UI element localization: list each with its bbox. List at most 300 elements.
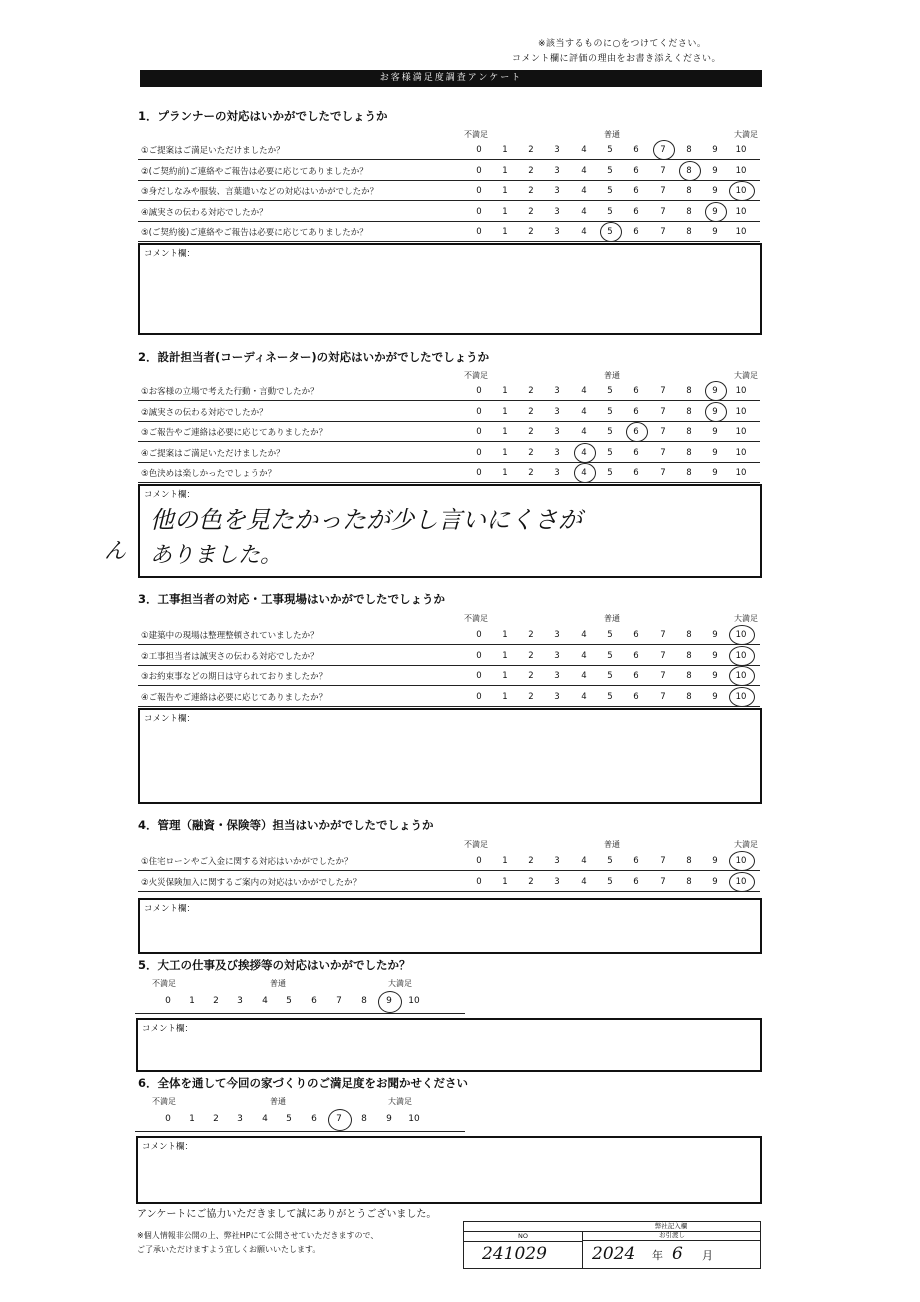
- scale-option-9[interactable]: 9: [712, 165, 718, 176]
- scale-option-3[interactable]: 3: [554, 468, 560, 478]
- question-row: [138, 180, 760, 201]
- answer-circle: [574, 443, 596, 463]
- scale-option-10[interactable]: 10: [735, 406, 747, 417]
- scale-option-7[interactable]: 7: [336, 996, 342, 1006]
- handover-column-header: お引渡し: [582, 1231, 761, 1241]
- section-3-scale-label-high: 大満足: [734, 614, 758, 623]
- scale-option-2[interactable]: 2: [528, 856, 534, 866]
- scale-option-6[interactable]: 6: [633, 145, 639, 155]
- answer-circle: [729, 181, 755, 201]
- scale-option-6[interactable]: 6: [633, 206, 639, 217]
- scale-option-8[interactable]: 8: [686, 856, 692, 866]
- section-6-comment-box[interactable]: [136, 1136, 762, 1204]
- answer-circle: [729, 646, 755, 666]
- scale-option-3[interactable]: 3: [554, 145, 560, 155]
- scale-option-1[interactable]: 1: [502, 630, 508, 640]
- scale-option-6[interactable]: 6: [633, 671, 639, 681]
- scale-option-4[interactable]: 4: [581, 650, 587, 661]
- scale-option-1[interactable]: 1: [502, 468, 508, 478]
- comment-label: コメント欄：: [142, 1142, 194, 1152]
- question-text: ④ご提案はご満足いただけましたか？: [141, 448, 285, 459]
- scale-option-9[interactable]: 9: [712, 447, 718, 458]
- section-3-scale-label-mid: 普通: [604, 614, 620, 623]
- scale-option-1[interactable]: 1: [502, 427, 508, 437]
- question-row: [138, 421, 760, 442]
- question-text: ②誠実さの伝わる対応でしたか？: [141, 407, 268, 418]
- scale-option-1[interactable]: 1: [189, 1114, 195, 1124]
- question-text: ③ご報告やご連絡は必要に応じてありましたか？: [141, 428, 328, 438]
- handwritten-comment-line-2: ありました。: [150, 543, 283, 568]
- scale-option-3[interactable]: 3: [554, 406, 560, 417]
- section-2-scale-label-mid: 普通: [604, 371, 620, 380]
- answer-circle: [705, 381, 727, 401]
- scale-option-2[interactable]: 2: [528, 630, 534, 640]
- scale-option-5[interactable]: 5: [607, 145, 613, 155]
- scale-option-6[interactable]: 6: [633, 650, 639, 661]
- answer-circle: [729, 851, 755, 871]
- scale-option-2[interactable]: 2: [528, 206, 534, 217]
- section-4-scale-label-high: 大満足: [734, 840, 758, 849]
- scale-option-6[interactable]: 6: [633, 427, 639, 437]
- scale-option-9[interactable]: 9: [712, 671, 718, 681]
- scale-option-6[interactable]: 6: [633, 876, 639, 887]
- scale-option-6[interactable]: 6: [311, 1114, 317, 1124]
- scale-option-10[interactable]: 10: [735, 691, 747, 702]
- scale-option-4[interactable]: 4: [581, 386, 587, 396]
- scale-option-9[interactable]: 9: [712, 468, 718, 478]
- scale-option-4[interactable]: 4: [581, 186, 587, 196]
- scale-option-10[interactable]: 10: [735, 650, 747, 661]
- scale-option-8[interactable]: 8: [686, 386, 692, 396]
- scale-option-9[interactable]: 9: [712, 186, 718, 196]
- scale-underline: [135, 1131, 465, 1132]
- question-row: [138, 201, 760, 222]
- section-1-scale-label-high: 大満足: [734, 130, 758, 139]
- scale-option-2[interactable]: 2: [528, 145, 534, 155]
- scale-option-10[interactable]: 10: [735, 206, 747, 217]
- scale-option-6[interactable]: 6: [311, 996, 317, 1006]
- scale-option-5[interactable]: 5: [607, 386, 613, 396]
- scale-option-3[interactable]: 3: [554, 630, 560, 640]
- scale-option-4[interactable]: 4: [262, 996, 268, 1006]
- comment-label: コメント欄：: [144, 490, 196, 500]
- scale-option-7[interactable]: 7: [660, 671, 666, 681]
- scale-option-7[interactable]: 7: [660, 630, 666, 640]
- scale-option-6[interactable]: 6: [633, 856, 639, 866]
- question-text: ②工事担当者は誠実さの伝わる対応でしたか？: [141, 651, 319, 662]
- answer-circle: [705, 202, 727, 222]
- scale-option-5[interactable]: 5: [607, 650, 613, 661]
- answer-circle: [729, 625, 755, 645]
- section-1-comment-box[interactable]: [138, 243, 762, 335]
- scale-option-1[interactable]: 1: [502, 876, 508, 887]
- scale-option-3[interactable]: 3: [237, 996, 243, 1006]
- scale-option-10[interactable]: 10: [735, 630, 747, 640]
- instruction-note-2: コメント欄に評価の理由をお書き添えください。: [512, 54, 722, 64]
- question-row: [138, 462, 760, 483]
- scale-option-0[interactable]: 0: [476, 427, 482, 437]
- section-2-comment-box[interactable]: [138, 484, 762, 578]
- handwritten-comment-line-1: 他の色を見たかったが少し言いにくさが: [150, 506, 582, 534]
- scale-option-10[interactable]: 10: [735, 856, 747, 866]
- scale-underline: [135, 1013, 465, 1014]
- scale-option-9[interactable]: 9: [386, 996, 392, 1006]
- scale-option-1[interactable]: 1: [502, 165, 508, 176]
- scale-option-5[interactable]: 5: [607, 691, 613, 702]
- scale-option-5[interactable]: 5: [607, 447, 613, 458]
- question-text: ④ご報告やご連絡は必要に応じてありましたか？: [141, 692, 328, 703]
- scale-option-2[interactable]: 2: [528, 876, 534, 887]
- scale-option-9[interactable]: 9: [712, 650, 718, 661]
- scale-option-7[interactable]: 7: [660, 186, 666, 196]
- scale-option-4[interactable]: 4: [581, 206, 587, 217]
- scale-option-4[interactable]: 4: [581, 468, 587, 478]
- scale-option-5[interactable]: 5: [286, 1114, 292, 1124]
- scale-option-7[interactable]: 7: [660, 468, 666, 478]
- scale-option-3[interactable]: 3: [554, 186, 560, 196]
- question-text: ①建築中の現場は整理整頓されていましたか？: [141, 631, 319, 641]
- section-5-scale-label-high: 大満足: [388, 979, 412, 988]
- scale-option-10[interactable]: 10: [735, 186, 747, 196]
- comment-label: コメント欄：: [144, 714, 196, 724]
- scale-option-4[interactable]: 4: [581, 876, 587, 887]
- scale-option-8[interactable]: 8: [686, 165, 692, 176]
- section-1-scale-label-low: 不満足: [464, 130, 488, 139]
- section-3-title: 3．工事担当者の対応・工事現場はいかがでしたでしょうか: [138, 592, 445, 606]
- section-1-title: 1．プランナーの対応はいかがでしたでしょうか: [138, 109, 388, 123]
- scale-option-3[interactable]: 3: [554, 165, 560, 176]
- section-2-title: 2．設計担当者(コーディネーター)の対応はいかがでしたでしょうか: [138, 350, 490, 364]
- scale-option-0[interactable]: 0: [476, 856, 482, 866]
- scale-option-2[interactable]: 2: [528, 186, 534, 196]
- scale-option-5[interactable]: 5: [607, 630, 613, 640]
- scale-option-1[interactable]: 1: [502, 650, 508, 661]
- scale-option-5[interactable]: 5: [607, 406, 613, 417]
- scale-option-4[interactable]: 4: [581, 406, 587, 417]
- scale-option-0[interactable]: 0: [476, 876, 482, 887]
- scale-option-1[interactable]: 1: [502, 145, 508, 155]
- year-unit: 年: [652, 1249, 663, 1262]
- scale-option-5[interactable]: 5: [607, 427, 613, 437]
- question-row: [138, 645, 760, 666]
- scale-option-8[interactable]: 8: [686, 227, 692, 237]
- section-4-scale-label-mid: 普通: [604, 840, 620, 849]
- scale-option-8[interactable]: 8: [686, 447, 692, 458]
- scale-option-4[interactable]: 4: [581, 145, 587, 155]
- scale-option-10[interactable]: 10: [735, 876, 747, 887]
- scale-option-9[interactable]: 9: [712, 145, 718, 155]
- scale-option-10[interactable]: 10: [735, 165, 747, 176]
- scale-option-8[interactable]: 8: [686, 630, 692, 640]
- scale-option-1[interactable]: 1: [189, 996, 195, 1006]
- scale-option-8[interactable]: 8: [686, 206, 692, 217]
- question-text: ⑤(ご契約後)ご連絡やご報告は必要に応じてありましたか？: [141, 228, 368, 238]
- scale-option-0[interactable]: 0: [476, 447, 482, 458]
- scale-option-1[interactable]: 1: [502, 856, 508, 866]
- scale-option-1[interactable]: 1: [502, 406, 508, 417]
- scale-option-5[interactable]: 5: [607, 671, 613, 681]
- scale-option-0[interactable]: 0: [476, 227, 482, 237]
- scale-option-6[interactable]: 6: [633, 227, 639, 237]
- scale-option-7[interactable]: 7: [660, 876, 666, 887]
- scale-option-7[interactable]: 7: [660, 386, 666, 396]
- section-2-scale-label-low: 不満足: [464, 371, 488, 380]
- scale-option-4[interactable]: 4: [581, 165, 587, 176]
- section-6-scale-label-high: 大満足: [388, 1097, 412, 1106]
- scale-option-2[interactable]: 2: [528, 427, 534, 437]
- scale-option-4[interactable]: 4: [581, 427, 587, 437]
- section-5-scale-label-low: 不満足: [152, 979, 176, 988]
- scale-option-0[interactable]: 0: [476, 468, 482, 478]
- scale-option-0[interactable]: 0: [476, 165, 482, 176]
- scale-option-8[interactable]: 8: [686, 691, 692, 702]
- scale-option-9[interactable]: 9: [712, 630, 718, 640]
- scale-option-0[interactable]: 0: [476, 630, 482, 640]
- scale-option-5[interactable]: 5: [607, 165, 613, 176]
- scale-option-8[interactable]: 8: [361, 996, 367, 1006]
- scale-option-2[interactable]: 2: [213, 1114, 219, 1124]
- scale-option-6[interactable]: 6: [633, 165, 639, 176]
- question-row: [138, 686, 760, 707]
- scale-option-6[interactable]: 6: [633, 406, 639, 417]
- section-5-scale-label-mid: 普通: [270, 979, 286, 988]
- month-unit: 月: [702, 1249, 713, 1262]
- scale-option-5[interactable]: 5: [607, 227, 613, 237]
- scale-option-2[interactable]: 2: [528, 386, 534, 396]
- section-6-title: 6．全体を通して今回の家づくりのご満足度をお聞かせください: [138, 1076, 468, 1090]
- scale-option-9[interactable]: 9: [712, 386, 718, 396]
- handover-year: 2024: [592, 1244, 636, 1264]
- scale-option-6[interactable]: 6: [633, 630, 639, 640]
- scale-option-0[interactable]: 0: [165, 996, 171, 1006]
- scale-option-0[interactable]: 0: [476, 206, 482, 217]
- section-4-comment-box[interactable]: [138, 898, 762, 954]
- scale-option-2[interactable]: 2: [213, 996, 219, 1006]
- section-4-title: 4．管理（融資・保険等）担当はいかがでしたでしょうか: [138, 818, 434, 832]
- scale-option-4[interactable]: 4: [581, 227, 587, 237]
- scale-option-1[interactable]: 1: [502, 671, 508, 681]
- question-row: [138, 442, 760, 463]
- question-text: ③お約束事などの期日は守られておりましたか？: [141, 672, 328, 682]
- question-text: ①ご提案はご満足いただけましたか？: [141, 146, 285, 156]
- scale-option-4[interactable]: 4: [581, 671, 587, 681]
- scale-option-5[interactable]: 5: [607, 186, 613, 196]
- scale-option-7[interactable]: 7: [660, 447, 666, 458]
- scale-option-8[interactable]: 8: [686, 427, 692, 437]
- answer-circle: [600, 222, 622, 242]
- margin-handwriting: ん: [104, 539, 127, 564]
- scale-option-10[interactable]: 10: [735, 468, 747, 478]
- record-number: 241029: [482, 1244, 547, 1264]
- scale-option-6[interactable]: 6: [633, 447, 639, 458]
- answer-circle: [679, 161, 701, 181]
- scale-option-2[interactable]: 2: [528, 165, 534, 176]
- question-row: [138, 221, 760, 242]
- section-6-scale-label-mid: 普通: [270, 1097, 286, 1106]
- scale-option-0[interactable]: 0: [476, 406, 482, 417]
- scale-option-7[interactable]: 7: [660, 427, 666, 437]
- scale-option-6[interactable]: 6: [633, 691, 639, 702]
- scale-option-5[interactable]: 5: [607, 468, 613, 478]
- scale-option-3[interactable]: 3: [237, 1114, 243, 1124]
- scale-option-1[interactable]: 1: [502, 691, 508, 702]
- scale-option-1[interactable]: 1: [502, 447, 508, 458]
- scale-option-9[interactable]: 9: [712, 691, 718, 702]
- scale-option-3[interactable]: 3: [554, 447, 560, 458]
- section-3-scale-label-low: 不満足: [464, 614, 488, 623]
- scale-option-3[interactable]: 3: [554, 650, 560, 661]
- scale-option-6[interactable]: 6: [633, 186, 639, 196]
- instruction-note-1: ※該当するものに○をつけてください。: [538, 39, 707, 49]
- question-row: [138, 665, 760, 686]
- question-text: ⑤色決めは楽しかったでしょうか？: [141, 469, 277, 479]
- section-4-scale-label-low: 不満足: [464, 840, 488, 849]
- scale-option-7[interactable]: 7: [660, 165, 666, 176]
- section-5-title: 5．大工の仕事及び挨拶等の対応はいかがでしたか？: [138, 958, 411, 972]
- scale-option-0[interactable]: 0: [165, 1114, 171, 1124]
- scale-option-1[interactable]: 1: [502, 386, 508, 396]
- office-use-box: [463, 1221, 761, 1269]
- question-row: [138, 401, 760, 422]
- scale-option-0[interactable]: 0: [476, 145, 482, 155]
- scale-option-10[interactable]: 10: [408, 996, 420, 1006]
- scale-option-8[interactable]: 8: [686, 406, 692, 417]
- question-text: ③身だしなみや服装、言葉遣いなどの対応はいかがでしたか？: [141, 187, 379, 197]
- scale-option-8[interactable]: 8: [686, 650, 692, 661]
- scale-option-5[interactable]: 5: [607, 876, 613, 887]
- scale-option-8[interactable]: 8: [686, 145, 692, 155]
- scale-option-9[interactable]: 9: [712, 206, 718, 217]
- scale-option-5[interactable]: 5: [607, 856, 613, 866]
- scale-option-0[interactable]: 0: [476, 386, 482, 396]
- scale-option-4[interactable]: 4: [581, 447, 587, 458]
- scale-option-7[interactable]: 7: [660, 650, 666, 661]
- scale-option-6[interactable]: 6: [633, 386, 639, 396]
- scale-option-8[interactable]: 8: [686, 671, 692, 681]
- survey-title: お客様満足度調査アンケート: [140, 70, 762, 87]
- scale-option-4[interactable]: 4: [581, 630, 587, 640]
- scale-option-9[interactable]: 9: [712, 856, 718, 866]
- scale-option-2[interactable]: 2: [528, 671, 534, 681]
- scale-option-7[interactable]: 7: [660, 227, 666, 237]
- answer-circle: [729, 666, 755, 686]
- scale-option-4[interactable]: 4: [581, 856, 587, 866]
- comment-label: コメント欄：: [142, 1024, 194, 1034]
- scale-option-5[interactable]: 5: [607, 206, 613, 217]
- scale-option-1[interactable]: 1: [502, 186, 508, 196]
- scale-option-3[interactable]: 3: [554, 876, 560, 887]
- answer-circle: [653, 140, 675, 160]
- answer-circle: [626, 422, 648, 442]
- scale-option-0[interactable]: 0: [476, 650, 482, 661]
- question-row: [138, 624, 760, 645]
- scale-option-2[interactable]: 2: [528, 227, 534, 237]
- question-text: ②火災保険加入に関するご案内の対応はいかがでしたか？: [141, 877, 362, 888]
- no-column-header: NO: [464, 1231, 582, 1242]
- scale-option-7[interactable]: 7: [660, 145, 666, 155]
- privacy-note-1: ※個人情報非公開の上、弊社HPにて公開させていただきますので、: [137, 1231, 379, 1240]
- question-text: ②(ご契約前)ご連絡やご報告は必要に応じてありましたか？: [141, 166, 368, 177]
- scale-option-0[interactable]: 0: [476, 671, 482, 681]
- scale-option-7[interactable]: 7: [660, 691, 666, 702]
- scale-option-3[interactable]: 3: [554, 206, 560, 217]
- scale-option-9[interactable]: 9: [712, 876, 718, 887]
- scale-option-10[interactable]: 10: [735, 386, 747, 396]
- answer-circle: [378, 991, 402, 1013]
- scale-option-10[interactable]: 10: [735, 427, 747, 437]
- answer-circle: [729, 687, 755, 707]
- scale-option-10[interactable]: 10: [735, 227, 747, 237]
- section-1-scale-label-mid: 普通: [604, 130, 620, 139]
- question-text: ④誠実さの伝わる対応でしたか？: [141, 207, 268, 218]
- thanks-text: アンケートにご協力いただきまして誠にありがとうございました。: [137, 1209, 437, 1220]
- answer-circle: [705, 402, 727, 422]
- answer-circle: [729, 872, 755, 892]
- scale-option-8[interactable]: 8: [361, 1114, 367, 1124]
- scale-option-2[interactable]: 2: [528, 406, 534, 417]
- scale-option-7[interactable]: 7: [660, 406, 666, 417]
- scale-option-9[interactable]: 9: [712, 406, 718, 417]
- scale-option-3[interactable]: 3: [554, 856, 560, 866]
- scale-option-2[interactable]: 2: [528, 468, 534, 478]
- comment-label: コメント欄：: [144, 904, 196, 914]
- scale-option-2[interactable]: 2: [528, 691, 534, 702]
- scale-option-8[interactable]: 8: [686, 876, 692, 887]
- scale-option-8[interactable]: 8: [686, 186, 692, 196]
- scale-option-7[interactable]: 7: [660, 856, 666, 866]
- scale-option-1[interactable]: 1: [502, 206, 508, 217]
- scale-option-2[interactable]: 2: [528, 447, 534, 458]
- scale-option-3[interactable]: 3: [554, 691, 560, 702]
- question-row: [138, 850, 760, 871]
- scale-option-9[interactable]: 9: [712, 427, 718, 437]
- scale-option-7[interactable]: 7: [660, 206, 666, 217]
- question-text: ①住宅ローンやご入金に関する対応はいかがでしたか？: [141, 857, 353, 867]
- handover-month: 6: [672, 1244, 683, 1264]
- privacy-note-2: ご了承いただけますよう宜しくお願いいたします。: [137, 1245, 321, 1254]
- scale-option-3[interactable]: 3: [554, 427, 560, 437]
- scale-option-0[interactable]: 0: [476, 691, 482, 702]
- section-5-comment-box[interactable]: [136, 1018, 762, 1072]
- scale-option-7[interactable]: 7: [336, 1114, 342, 1124]
- scale-option-1[interactable]: 1: [502, 227, 508, 237]
- scale-option-10[interactable]: 10: [735, 671, 747, 681]
- scale-option-10[interactable]: 10: [735, 447, 747, 458]
- scale-option-9[interactable]: 9: [386, 1114, 392, 1124]
- scale-option-10[interactable]: 10: [408, 1114, 420, 1124]
- question-row: [138, 380, 760, 401]
- section-2-scale-label-high: 大満足: [734, 371, 758, 380]
- answer-circle: [328, 1109, 352, 1131]
- section-6-scale-label-low: 不満足: [152, 1097, 176, 1106]
- scale-option-0[interactable]: 0: [476, 186, 482, 196]
- scale-option-6[interactable]: 6: [633, 468, 639, 478]
- scale-option-8[interactable]: 8: [686, 468, 692, 478]
- scale-option-4[interactable]: 4: [262, 1114, 268, 1124]
- section-3-comment-box[interactable]: [138, 708, 762, 804]
- scale-option-4[interactable]: 4: [581, 691, 587, 702]
- scale-option-3[interactable]: 3: [554, 227, 560, 237]
- scale-option-10[interactable]: 10: [735, 145, 747, 155]
- scale-option-3[interactable]: 3: [554, 386, 560, 396]
- scale-option-3[interactable]: 3: [554, 671, 560, 681]
- office-use-header: 弊社記入欄: [582, 1222, 760, 1232]
- question-row: [138, 160, 760, 181]
- scale-option-5[interactable]: 5: [286, 996, 292, 1006]
- scale-option-9[interactable]: 9: [712, 227, 718, 237]
- scale-option-2[interactable]: 2: [528, 650, 534, 661]
- comment-label: コメント欄：: [144, 249, 196, 259]
